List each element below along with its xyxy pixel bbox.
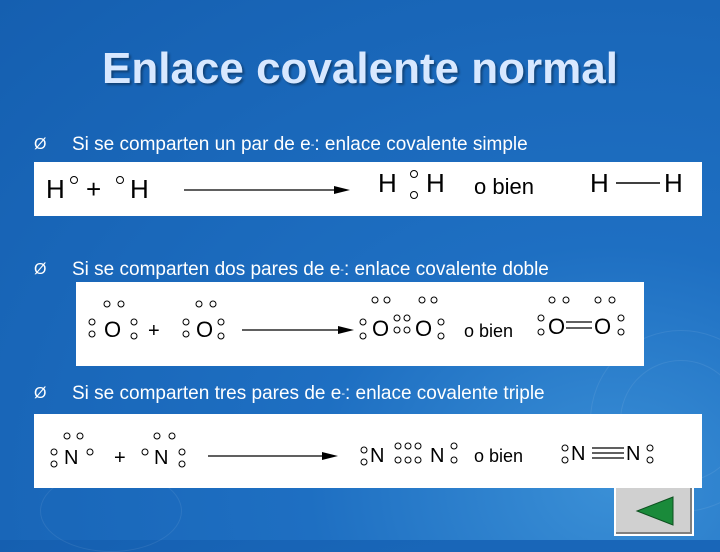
atom-label: H [664, 168, 683, 198]
bullet-text-pre: Si se comparten un par de e [72, 134, 311, 155]
bullet-text-sup: - [310, 139, 315, 151]
atom-label: N [430, 445, 445, 467]
slide-title: Enlace covalente normal [102, 44, 618, 93]
equation-panel-simple [34, 162, 702, 216]
atom-label: N [571, 443, 586, 465]
atom-label: H [426, 168, 445, 198]
bullet-simple [34, 134, 528, 156]
bullet-text-post: : enlace covalente doble [343, 259, 549, 280]
plus-sign: + [148, 320, 160, 342]
plus-sign: + [86, 174, 102, 204]
atom-label: O [594, 314, 612, 339]
equation-panel-doble [76, 282, 644, 366]
atom-label: H [378, 168, 397, 198]
bullet-triple [34, 383, 545, 405]
bullet-text-sup: - [341, 388, 345, 400]
atom-label: H [130, 174, 149, 204]
bullet-text-pre: Si se comparten tres pares de e [72, 383, 342, 404]
atom-label: N [154, 447, 169, 469]
o-bien-label: o bien [464, 321, 514, 341]
atom-label: H [590, 168, 609, 198]
bullet-arrow-icon: Ø [34, 261, 47, 278]
reaction-arrowhead [338, 326, 354, 334]
bullet-text-pre: Si se comparten dos pares de e [72, 259, 341, 280]
bullet-arrow-icon: Ø [34, 136, 47, 153]
atom-label: H [46, 174, 65, 204]
reaction-arrowhead [322, 452, 338, 460]
triangle-left-icon [629, 493, 679, 529]
equation-triple-svg [34, 414, 702, 488]
atom-label: O [196, 317, 214, 342]
o-bien-label: o bien [474, 174, 534, 199]
o-bien-label: o bien [474, 446, 524, 466]
bullet-text-post: : enlace covalente triple [344, 383, 545, 404]
atom-label: O [415, 316, 433, 341]
bullet-text-sup: - [340, 264, 344, 276]
atom-label: O [104, 317, 122, 342]
reaction-arrowhead [334, 186, 350, 194]
equation-doble-svg [76, 282, 644, 366]
equation-panel-triple [34, 414, 702, 488]
atom-label: N [64, 447, 79, 469]
bullet-doble [34, 259, 549, 281]
equation-simple-svg [34, 162, 702, 216]
atom-label: O [548, 314, 566, 339]
back-button[interactable] [614, 486, 694, 536]
bullet-arrow-icon: Ø [34, 385, 47, 402]
bullet-text-post: : enlace covalente simple [314, 134, 528, 155]
atom-label: N [370, 445, 385, 467]
atom-label: O [372, 316, 390, 341]
plus-sign: + [114, 447, 126, 469]
atom-label: N [626, 443, 641, 465]
